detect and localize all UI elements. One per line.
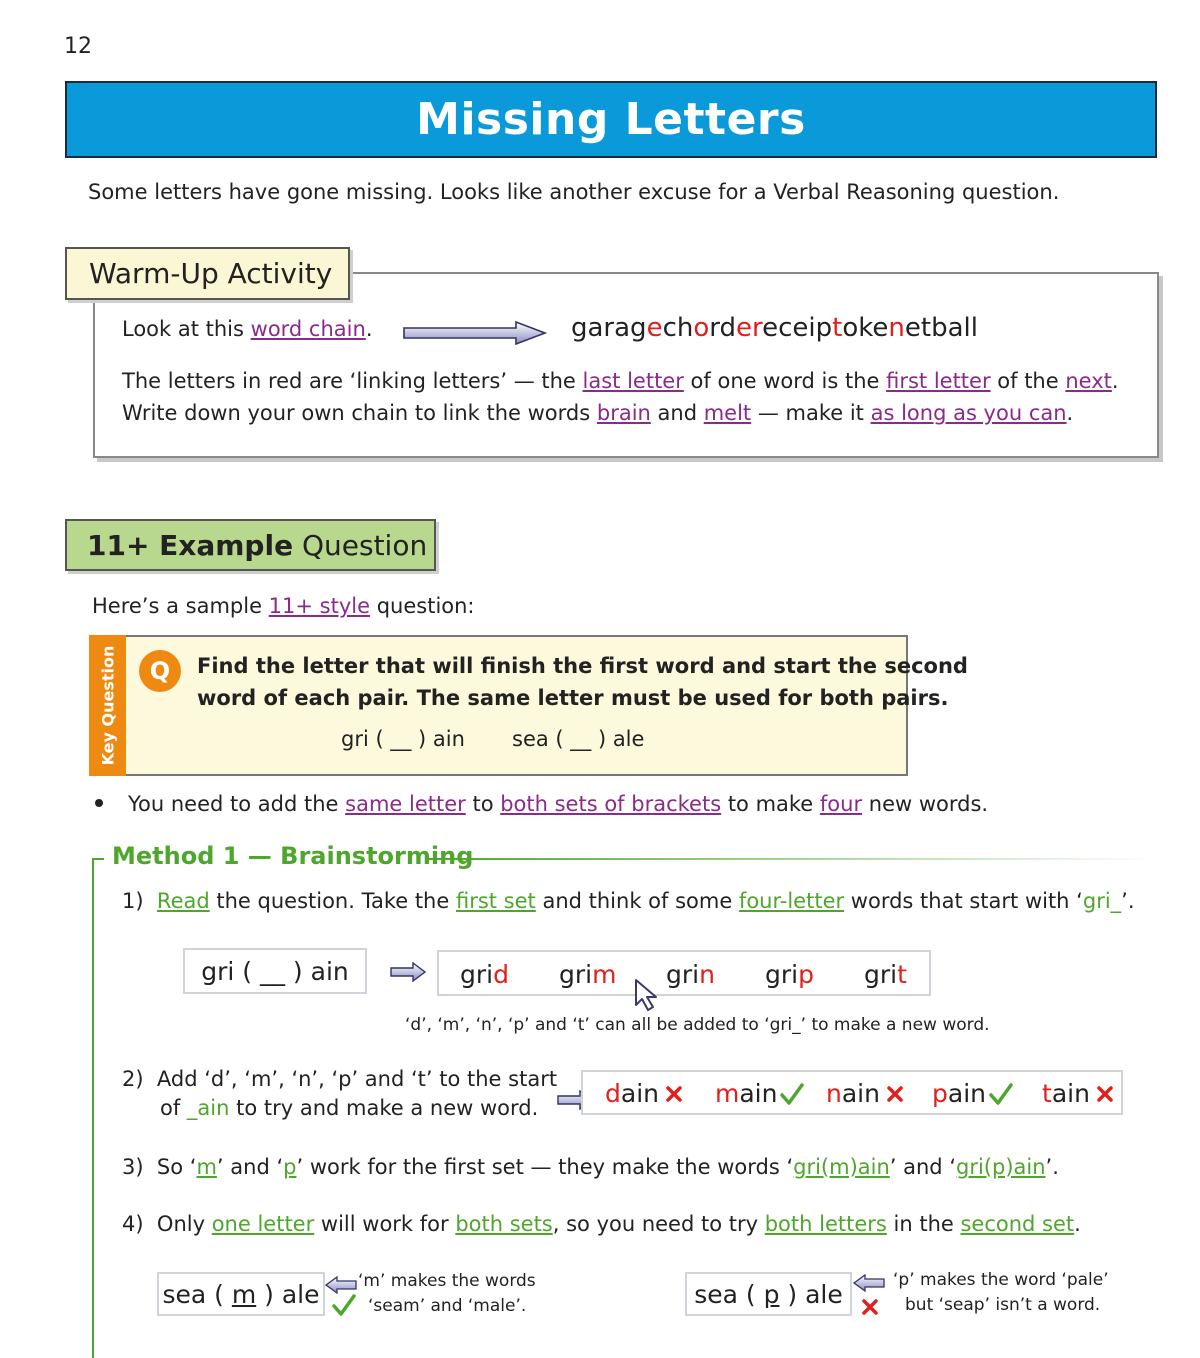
gri-word (460, 960, 509, 989)
chain-linking-letter: e (646, 313, 663, 343)
warmup-text: . (365, 317, 373, 341)
gri-question-box (183, 948, 367, 994)
both-sets-link: both sets (455, 1212, 553, 1236)
tick-icon (988, 1082, 1014, 1106)
step-text: So ‘ (156, 1155, 197, 1179)
warmup-line-2 (122, 369, 1119, 393)
ain-word-stem: ain (739, 1079, 778, 1108)
step-text: words that start with ‘ (844, 889, 1083, 913)
four-link: four (819, 792, 863, 816)
chain-linking-letter: e (736, 313, 753, 343)
ain-word-stem: ain (841, 1079, 880, 1108)
sea-text: ) ale (256, 1279, 320, 1309)
gri-word-stem: gri (765, 960, 799, 989)
p-link: p (283, 1155, 297, 1179)
four-letter-link: four-letter (738, 889, 845, 913)
sea-m-box (157, 1272, 325, 1316)
gri-word-letter: m (592, 960, 617, 989)
sample-line (92, 594, 475, 618)
warmup-text: . (1066, 401, 1074, 425)
page-title-banner (65, 81, 1157, 158)
warmup-text: The letters in red are ‘linking letters’ — the (122, 369, 583, 393)
ain-words-box (581, 1070, 1123, 1115)
sea-text: ) ale (779, 1279, 843, 1309)
warmup-text: of one word is the (683, 369, 887, 393)
chain-linking-letter: t (832, 313, 843, 343)
gri-stem: gri_ (1082, 889, 1122, 913)
warmup-text: Look at this (122, 317, 251, 341)
chain-linking-letter: n (888, 313, 905, 343)
ain-word-letter: m (715, 1079, 740, 1108)
gri-word (765, 960, 814, 989)
melt-link: melt (703, 401, 752, 425)
ain-word-stem: ain (1051, 1079, 1090, 1108)
bullet-text: to (465, 792, 501, 816)
right-arrow-icon (402, 320, 548, 346)
gri-word-stem: gri (666, 960, 700, 989)
next-link: next (1065, 369, 1112, 393)
intro-text: Some letters have gone missing. Looks like another excuse for a Verbal Reasoning question. (88, 180, 1060, 204)
first-letter-link: first letter (886, 369, 991, 393)
warmup-text: Write down your own chain to link the words (122, 401, 597, 425)
tick-icon (779, 1082, 805, 1106)
ain-word-letter: n (826, 1079, 842, 1108)
step-3 (122, 1155, 1059, 1179)
step-2-line-2 (160, 1096, 538, 1120)
sample-text: Here’s a sample (92, 594, 269, 618)
cross-icon (664, 1084, 684, 1104)
brain-link: brain (596, 401, 651, 425)
method-frame-top (428, 858, 1158, 860)
ain-word (715, 1079, 805, 1108)
grimain-link: gri(m)ain (793, 1155, 890, 1179)
left-arrow-icon (324, 1276, 358, 1294)
chain-segment: oke (842, 313, 889, 343)
last-letter-link: last letter (582, 369, 684, 393)
sea-m-note-2: ‘seam’ and ‘male’. (368, 1296, 527, 1316)
step-text: Only (156, 1212, 212, 1236)
step-text: ’ and ‘ (889, 1155, 956, 1179)
key-question-pair-2: sea ( __ ) ale (512, 727, 645, 751)
step-text: ’. (1121, 889, 1135, 913)
step-text: ’ work for the first set — they make the words ‘ (296, 1155, 794, 1179)
key-question-line-2: word of each pair. The same letter must be used for both pairs. (197, 686, 949, 710)
gri-words-box (437, 950, 931, 996)
key-question-label (89, 635, 126, 776)
warmup-text: . (1111, 369, 1119, 393)
step-text: to try and make a new word. (229, 1096, 539, 1120)
warmup-tab-label: Warm-Up Activity (89, 257, 333, 290)
bullet-text: You need to add the (128, 792, 346, 816)
step-number: 2) (122, 1067, 144, 1091)
ain-word (605, 1079, 684, 1108)
cross-icon (1095, 1084, 1115, 1104)
step-text: and think of some (535, 889, 739, 913)
bullet-line (128, 792, 988, 816)
step-text: . (1074, 1212, 1081, 1236)
step-2-line-1 (122, 1067, 557, 1091)
method-heading: Method 1 — Brainstorming (112, 842, 474, 870)
word-chain-link: word chain (250, 317, 366, 341)
tick-icon (331, 1293, 357, 1317)
step-number: 4) (122, 1212, 144, 1236)
same-letter-link: same letter (345, 792, 466, 816)
first-set-link: first set (455, 889, 536, 913)
warmup-text: and (650, 401, 704, 425)
step-text: ’. (1045, 1155, 1059, 1179)
ain-word (826, 1079, 905, 1108)
sea-text: sea ( (694, 1279, 764, 1309)
gri-question-text: gri ( __ ) ain (201, 956, 349, 986)
sea-p-note-2: but ‘seap’ isn’t a word. (905, 1295, 1101, 1315)
chain-segment: garag (571, 313, 647, 343)
warmup-line-1 (122, 317, 373, 341)
sea-p-box (685, 1272, 852, 1316)
gri-word-stem: gri (864, 960, 898, 989)
gri-word-letter: p (798, 960, 814, 989)
as-long-as-you-can-link: as long as you can (870, 401, 1067, 425)
method-frame-tick (92, 858, 104, 860)
chain-linking-letter: o (693, 313, 710, 343)
sea-m-letter: m (231, 1279, 257, 1309)
chain-segment: eceip (762, 313, 833, 343)
example-tab-bold: 11+ Example (87, 528, 294, 562)
m-link: m (196, 1155, 217, 1179)
gri-caption: ‘d’, ‘m’, ‘n’, ‘p’ and ‘t’ can all be added to ‘gri_’ to make a new word. (405, 1015, 990, 1035)
gri-word-letter: t (897, 960, 907, 989)
gri-word-letter: n (699, 960, 715, 989)
gri-word (559, 960, 616, 989)
step-text: ’ and ‘ (216, 1155, 284, 1179)
ain-word-letter: d (605, 1079, 621, 1108)
ain-word-letter: t (1042, 1079, 1052, 1108)
warmup-line-3 (122, 401, 1073, 425)
step-number: 1) (122, 889, 144, 913)
cursor-icon (633, 977, 663, 1013)
bullet-text: to make (721, 792, 820, 816)
sea-m-note-1: ‘m’ makes the words (358, 1271, 536, 1291)
sea-text: sea ( (162, 1279, 232, 1309)
step-number: 3) (122, 1155, 144, 1179)
page-number: 12 (64, 34, 92, 59)
chain-segment: ch (662, 313, 694, 343)
chain-segment: etball (904, 313, 978, 343)
sample-text: question: (370, 594, 475, 618)
step-text: will work for (314, 1212, 456, 1236)
second-set-link: second set (960, 1212, 1075, 1236)
eleven-plus-style-link: 11+ style (268, 594, 371, 618)
ain-stem: _ain (186, 1096, 230, 1120)
step-text: of (160, 1096, 187, 1120)
ain-word (932, 1079, 1014, 1108)
step-text: Add ‘d’, ‘m’, ‘n’, ‘p’ and ‘t’ to the start (156, 1067, 558, 1091)
key-question-label-text: Key Question (98, 645, 118, 766)
gri-word (864, 960, 907, 989)
ain-word-stem: ain (620, 1079, 659, 1108)
both-letters-link: both letters (764, 1212, 887, 1236)
cross-icon (860, 1297, 880, 1317)
key-question-pair-1: gri ( __ ) ain (341, 727, 465, 751)
bullet-text: new words. (862, 792, 989, 816)
cross-icon (885, 1084, 905, 1104)
step-1 (122, 889, 1135, 913)
left-arrow-icon (852, 1274, 886, 1292)
step-text: , so you need to try (552, 1212, 765, 1236)
ain-word-stem: ain (947, 1079, 986, 1108)
step-4 (122, 1212, 1081, 1236)
sea-p-note-1: ‘p’ makes the word ‘pale’ (893, 1270, 1109, 1290)
bullet-dot (95, 799, 103, 807)
right-arrow-icon (389, 962, 427, 982)
read-link: Read (156, 889, 210, 913)
example-question-tab (65, 519, 436, 571)
warmup-text: of the (990, 369, 1066, 393)
gri-word (666, 960, 715, 989)
chain-linking-letter: r (752, 313, 763, 343)
sea-p-letter: p (763, 1279, 780, 1309)
example-tab-regular: Question (293, 528, 428, 562)
ain-word-letter: p (932, 1079, 948, 1108)
gripain-link: gri(p)ain (956, 1155, 1046, 1179)
method-frame-left (92, 858, 94, 1358)
key-question-line-1: Find the letter that will finish the first word and start the second (197, 654, 968, 678)
question-icon: Q (139, 650, 181, 692)
word-chain (571, 313, 978, 343)
gri-word-stem: gri (559, 960, 593, 989)
step-text: in the (886, 1212, 961, 1236)
gri-word-stem: gri (460, 960, 494, 989)
chain-segment: rd (709, 313, 737, 343)
warmup-tab (65, 247, 350, 300)
gri-word-letter: d (493, 960, 509, 989)
page-title: Missing Letters (416, 94, 806, 145)
step-text: the question. Take the (209, 889, 456, 913)
warmup-text: — make it (751, 401, 871, 425)
both-sets-link: both sets of brackets (500, 792, 722, 816)
ain-word (1042, 1079, 1115, 1108)
one-letter-link: one letter (211, 1212, 315, 1236)
